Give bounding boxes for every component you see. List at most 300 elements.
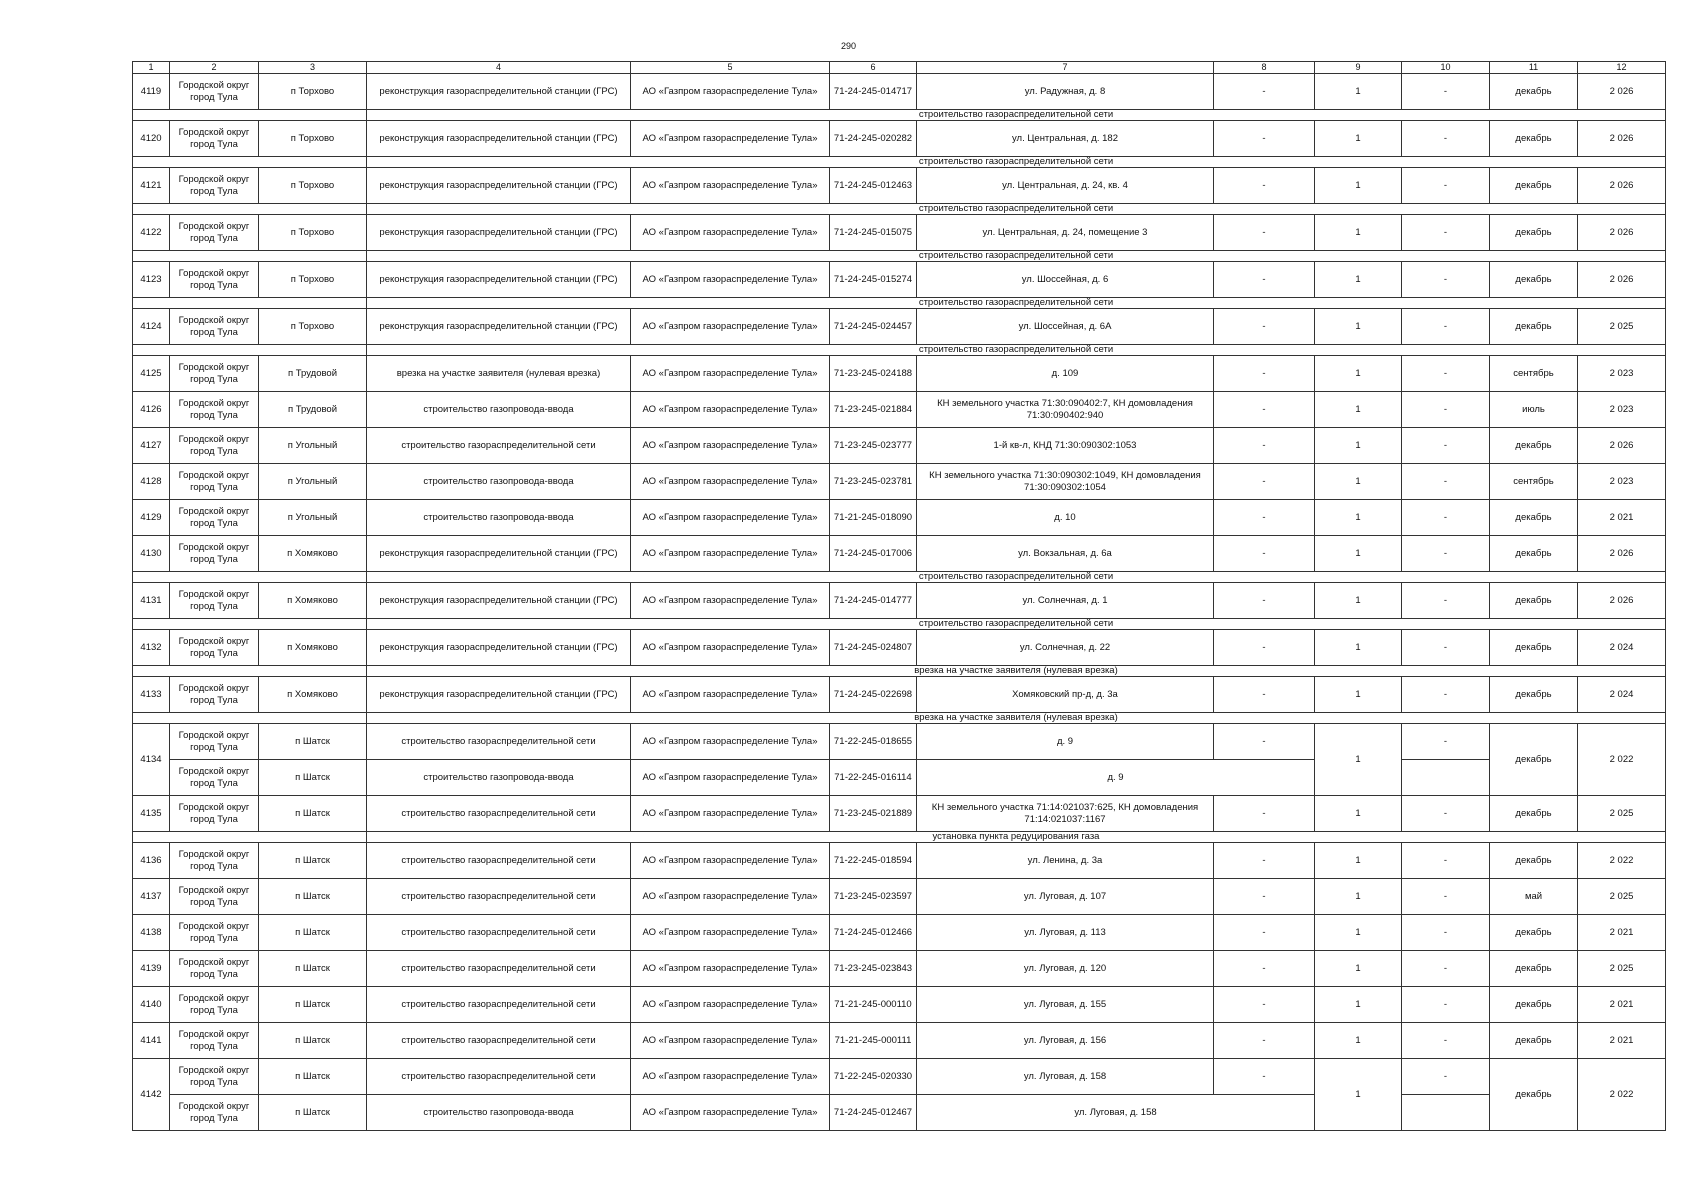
month-cell: декабрь xyxy=(1490,536,1578,572)
address-cell: ул. Луговая, д. 155 xyxy=(917,987,1214,1023)
month-cell: декабрь xyxy=(1490,915,1578,951)
blank-cell xyxy=(133,345,367,356)
table-row xyxy=(133,536,1666,572)
row-number: 4131 xyxy=(133,583,170,619)
settlement-cell: п Шатск xyxy=(259,760,367,796)
organization-cell: АО «Газпром газораспределение Тула» xyxy=(631,121,830,157)
year-cell: 2 025 xyxy=(1578,951,1666,987)
subrow xyxy=(133,713,1666,724)
table-row xyxy=(133,879,1666,915)
address-cell: ул. Луговая, д. 120 xyxy=(917,951,1214,987)
district-cell: Городской округ город Тула xyxy=(170,428,259,464)
work-type-cell: врезка на участке заявителя (нулевая врезка) xyxy=(367,356,631,392)
work-type-cell: строительство газораспределительной сети xyxy=(367,951,631,987)
work-type-cell: строительство газораспределительной сети xyxy=(367,843,631,879)
col9-cell: 1 xyxy=(1315,724,1402,796)
col10-cell: - xyxy=(1402,915,1490,951)
code-cell: 71-24-245-014777 xyxy=(830,583,917,619)
month-cell: декабрь xyxy=(1490,262,1578,298)
work-type-cell: реконструкция газораспределительной станции (ГРС) xyxy=(367,121,631,157)
month-cell: сентябрь xyxy=(1490,464,1578,500)
table-row xyxy=(133,262,1666,298)
settlement-cell: п Торхово xyxy=(259,309,367,345)
year-cell: 2 025 xyxy=(1578,796,1666,832)
organization-cell: АО «Газпром газораспределение Тула» xyxy=(631,760,830,796)
code-cell: 71-23-245-023781 xyxy=(830,464,917,500)
district-cell: Городской округ город Тула xyxy=(170,536,259,572)
year-cell: 2 026 xyxy=(1578,74,1666,110)
work-type-cell: реконструкция газораспределительной станции (ГРС) xyxy=(367,309,631,345)
col9-cell: 1 xyxy=(1315,583,1402,619)
blank-cell xyxy=(133,619,367,630)
work-type-cell: строительство газопровода-ввода xyxy=(367,464,631,500)
header-cell: 7 xyxy=(917,62,1214,74)
address-cell: КН земельного участка 71:30:090302:1049, КН домовладения 71:30:090302:1054 xyxy=(917,464,1214,500)
organization-cell: АО «Газпром газораспределение Тула» xyxy=(631,309,830,345)
year-cell: 2 022 xyxy=(1578,724,1666,796)
work-type-cell: реконструкция газораспределительной станции (ГРС) xyxy=(367,630,631,666)
subrow xyxy=(133,666,1666,677)
address-cell: д. 9 xyxy=(917,724,1214,760)
col9-cell: 1 xyxy=(1315,262,1402,298)
month-cell: декабрь xyxy=(1490,215,1578,251)
district-cell: Городской округ город Тула xyxy=(170,796,259,832)
year-cell: 2 026 xyxy=(1578,262,1666,298)
address-cell: ул. Центральная, д. 24, кв. 4 xyxy=(917,168,1214,204)
table-row xyxy=(133,356,1666,392)
organization-cell: АО «Газпром газораспределение Тула» xyxy=(631,74,830,110)
address-cell: ул. Ленина, д. 3а xyxy=(917,843,1214,879)
row-number: 4134 xyxy=(133,724,170,796)
col9-cell: 1 xyxy=(1315,915,1402,951)
code-cell: 71-23-245-021889 xyxy=(830,796,917,832)
settlement-cell: п Угольный xyxy=(259,464,367,500)
table-row xyxy=(133,215,1666,251)
col9-cell: 1 xyxy=(1315,356,1402,392)
district-cell: Городской округ город Тула xyxy=(170,356,259,392)
organization-cell: АО «Газпром газораспределение Тула» xyxy=(631,428,830,464)
year-cell: 2 026 xyxy=(1578,215,1666,251)
table-row xyxy=(133,1059,1666,1095)
district-cell: Городской округ город Тула xyxy=(170,760,259,796)
col9-cell: 1 xyxy=(1315,879,1402,915)
col9-cell: 1 xyxy=(1315,1059,1402,1131)
district-cell: Городской округ город Тула xyxy=(170,262,259,298)
address-cell: ул. Центральная, д. 182 xyxy=(917,121,1214,157)
row-number: 4122 xyxy=(133,215,170,251)
code-cell: 71-24-245-020282 xyxy=(830,121,917,157)
row-number: 4128 xyxy=(133,464,170,500)
row-number: 4123 xyxy=(133,262,170,298)
settlement-cell: п Хомяково xyxy=(259,677,367,713)
col9-cell: 1 xyxy=(1315,951,1402,987)
organization-cell: АО «Газпром газораспределение Тула» xyxy=(631,915,830,951)
month-cell: май xyxy=(1490,879,1578,915)
month-cell: декабрь xyxy=(1490,724,1578,796)
col10-cell: - xyxy=(1402,951,1490,987)
col8-cell: - xyxy=(1214,1023,1315,1059)
col9-cell: 1 xyxy=(1315,464,1402,500)
address-cell: Хомяковский пр-д, д. 3а xyxy=(917,677,1214,713)
blank-cell xyxy=(133,298,367,309)
table-row xyxy=(133,583,1666,619)
subrow-text: врезка на участке заявителя (нулевая врезка) xyxy=(367,713,1666,724)
col8-cell: - xyxy=(1214,843,1315,879)
col8-cell: - xyxy=(1214,215,1315,251)
organization-cell: АО «Газпром газораспределение Тула» xyxy=(631,215,830,251)
col10-cell: - xyxy=(1402,677,1490,713)
row-number: 4120 xyxy=(133,121,170,157)
code-cell: 71-22-245-018594 xyxy=(830,843,917,879)
district-cell: Городской округ город Тула xyxy=(170,915,259,951)
district-cell: Городской округ город Тула xyxy=(170,583,259,619)
col9-cell: 1 xyxy=(1315,1023,1402,1059)
address-cell: 1-й кв-л, КНД 71:30:090302:1053 xyxy=(917,428,1214,464)
address-cell: д. 10 xyxy=(917,500,1214,536)
organization-cell: АО «Газпром газораспределение Тула» xyxy=(631,168,830,204)
organization-cell: АО «Газпром газораспределение Тула» xyxy=(631,879,830,915)
settlement-cell: п Шатск xyxy=(259,724,367,760)
settlement-cell: п Торхово xyxy=(259,168,367,204)
col10-cell: - xyxy=(1402,796,1490,832)
work-type-cell: строительство газопровода-ввода xyxy=(367,760,631,796)
col8-cell: - xyxy=(1214,500,1315,536)
settlement-cell: п Угольный xyxy=(259,500,367,536)
header-cell: 3 xyxy=(259,62,367,74)
col10-cell: - xyxy=(1402,464,1490,500)
settlement-cell: п Торхово xyxy=(259,262,367,298)
subrow xyxy=(133,204,1666,215)
month-cell: декабрь xyxy=(1490,428,1578,464)
row-number: 4133 xyxy=(133,677,170,713)
work-type-cell: строительство газораспределительной сети xyxy=(367,915,631,951)
organization-cell: АО «Газпром газораспределение Тула» xyxy=(631,796,830,832)
blank-cell xyxy=(133,832,367,843)
blank-cell xyxy=(133,713,367,724)
district-cell: Городской округ город Тула xyxy=(170,1095,259,1131)
row-number: 4136 xyxy=(133,843,170,879)
code-cell: 71-24-245-014717 xyxy=(830,74,917,110)
header-cell: 4 xyxy=(367,62,631,74)
work-type-cell: строительство газораспределительной сети xyxy=(367,428,631,464)
blank-cell xyxy=(133,666,367,677)
blank-cell xyxy=(133,204,367,215)
year-cell: 2 021 xyxy=(1578,1023,1666,1059)
row-number: 4138 xyxy=(133,915,170,951)
district-cell: Городской округ город Тула xyxy=(170,121,259,157)
year-cell: 2 026 xyxy=(1578,121,1666,157)
table-row xyxy=(133,392,1666,428)
settlement-cell: п Торхово xyxy=(259,121,367,157)
col10-cell: - xyxy=(1402,630,1490,666)
subrow xyxy=(133,157,1666,168)
address-cell: ул. Вокзальная, д. 6а xyxy=(917,536,1214,572)
work-type-cell: строительство газораспределительной сети xyxy=(367,1059,631,1095)
col8-cell: - xyxy=(1214,1059,1315,1095)
organization-cell: АО «Газпром газораспределение Тула» xyxy=(631,536,830,572)
blank-cell xyxy=(133,572,367,583)
col9-cell: 1 xyxy=(1315,677,1402,713)
settlement-cell: п Трудовой xyxy=(259,392,367,428)
row-number: 4132 xyxy=(133,630,170,666)
table-row xyxy=(133,951,1666,987)
address-cell: ул. Радужная, д. 8 xyxy=(917,74,1214,110)
blank-cell xyxy=(133,110,367,121)
code-cell: 71-22-245-018655 xyxy=(830,724,917,760)
district-cell: Городской округ город Тула xyxy=(170,1023,259,1059)
work-type-cell: строительство газораспределительной сети xyxy=(367,987,631,1023)
col10-cell: - xyxy=(1402,215,1490,251)
month-cell: июль xyxy=(1490,392,1578,428)
table-row xyxy=(133,500,1666,536)
code-cell: 71-23-245-021884 xyxy=(830,392,917,428)
settlement-cell: п Шатск xyxy=(259,1023,367,1059)
code-cell: 71-22-245-016114 xyxy=(830,760,917,796)
col8-cell: - xyxy=(1214,392,1315,428)
header-row xyxy=(133,62,1666,74)
organization-cell: АО «Газпром газораспределение Тула» xyxy=(631,951,830,987)
subrow-text: строительство газораспределительной сети xyxy=(367,204,1666,215)
organization-cell: АО «Газпром газораспределение Тула» xyxy=(631,1023,830,1059)
settlement-cell: п Угольный xyxy=(259,428,367,464)
settlement-cell: п Трудовой xyxy=(259,356,367,392)
year-cell: 2 021 xyxy=(1578,500,1666,536)
subrow-text: строительство газораспределительной сети xyxy=(367,251,1666,262)
district-cell: Городской округ город Тула xyxy=(170,630,259,666)
table-row xyxy=(133,74,1666,110)
code-cell: 71-24-245-012466 xyxy=(830,915,917,951)
col8-cell: - xyxy=(1214,583,1315,619)
work-type-cell: строительство газораспределительной сети xyxy=(367,879,631,915)
work-type-cell: строительство газораспределительной сети xyxy=(367,1023,631,1059)
row-number: 4142 xyxy=(133,1059,170,1131)
col10-cell: - xyxy=(1402,536,1490,572)
work-type-cell: реконструкция газораспределительной станции (ГРС) xyxy=(367,677,631,713)
col8-cell: - xyxy=(1214,677,1315,713)
settlement-cell: п Шатск xyxy=(259,1095,367,1131)
address-cell: ул. Солнечная, д. 1 xyxy=(917,583,1214,619)
work-type-cell: реконструкция газораспределительной станции (ГРС) xyxy=(367,262,631,298)
col8-cell: - xyxy=(1214,428,1315,464)
row-number: 4140 xyxy=(133,987,170,1023)
month-cell: декабрь xyxy=(1490,74,1578,110)
table-row xyxy=(133,915,1666,951)
col9-cell: 1 xyxy=(1315,843,1402,879)
subrow xyxy=(133,832,1666,843)
address-cell: ул. Луговая, д. 158 xyxy=(917,1059,1214,1095)
year-cell: 2 026 xyxy=(1578,428,1666,464)
subrow xyxy=(133,110,1666,121)
work-type-cell: реконструкция газораспределительной станции (ГРС) xyxy=(367,215,631,251)
subrow xyxy=(133,619,1666,630)
year-cell: 2 026 xyxy=(1578,583,1666,619)
work-type-cell: строительство газопровода-ввода xyxy=(367,392,631,428)
work-type-cell: строительство газопровода-ввода xyxy=(367,500,631,536)
table-row xyxy=(133,168,1666,204)
district-cell: Городской округ город Тула xyxy=(170,464,259,500)
col8-cell: - xyxy=(1214,74,1315,110)
table-row xyxy=(133,796,1666,832)
code-cell: 71-21-245-000111 xyxy=(830,1023,917,1059)
organization-cell: АО «Газпром газораспределение Тула» xyxy=(631,1095,830,1131)
col8-cell: - xyxy=(1214,724,1315,760)
row-number: 4139 xyxy=(133,951,170,987)
month-cell: декабрь xyxy=(1490,1059,1578,1131)
year-cell: 2 024 xyxy=(1578,677,1666,713)
col9-cell: 1 xyxy=(1315,500,1402,536)
district-cell: Городской округ город Тула xyxy=(170,843,259,879)
district-cell: Городской округ город Тула xyxy=(170,677,259,713)
settlement-cell: п Шатск xyxy=(259,796,367,832)
col10-cell: - xyxy=(1402,74,1490,110)
table-row xyxy=(133,428,1666,464)
row-number: 4127 xyxy=(133,428,170,464)
address-cell: д. 9 xyxy=(917,760,1315,796)
table-row xyxy=(133,987,1666,1023)
col8-cell: - xyxy=(1214,168,1315,204)
month-cell: декабрь xyxy=(1490,1023,1578,1059)
col8-cell: - xyxy=(1214,356,1315,392)
organization-cell: АО «Газпром газораспределение Тула» xyxy=(631,677,830,713)
row-number: 4119 xyxy=(133,74,170,110)
code-cell: 71-23-245-023597 xyxy=(830,879,917,915)
month-cell: декабрь xyxy=(1490,987,1578,1023)
col9-cell: 1 xyxy=(1315,630,1402,666)
header-cell: 6 xyxy=(830,62,917,74)
col10-cell: - xyxy=(1402,724,1490,760)
subrow xyxy=(133,345,1666,356)
col9-cell: 1 xyxy=(1315,987,1402,1023)
header-cell: 11 xyxy=(1490,62,1578,74)
subrow-text: строительство газораспределительной сети xyxy=(367,345,1666,356)
header-cell: 1 xyxy=(133,62,170,74)
row-number: 4124 xyxy=(133,309,170,345)
col9-cell: 1 xyxy=(1315,74,1402,110)
organization-cell: АО «Газпром газораспределение Тула» xyxy=(631,583,830,619)
organization-cell: АО «Газпром газораспределение Тула» xyxy=(631,843,830,879)
address-cell: ул. Центральная, д. 24, помещение 3 xyxy=(917,215,1214,251)
work-type-cell: реконструкция газораспределительной станции (ГРС) xyxy=(367,74,631,110)
col10-cell: - xyxy=(1402,1023,1490,1059)
subrow-text: строительство газораспределительной сети xyxy=(367,298,1666,309)
code-cell: 71-21-245-018090 xyxy=(830,500,917,536)
work-type-cell: реконструкция газораспределительной станции (ГРС) xyxy=(367,536,631,572)
address-cell: ул. Шоссейная, д. 6 xyxy=(917,262,1214,298)
page-number: 290 xyxy=(840,41,857,51)
district-cell: Городской округ город Тула xyxy=(170,392,259,428)
organization-cell: АО «Газпром газораспределение Тула» xyxy=(631,987,830,1023)
col9-cell: 1 xyxy=(1315,796,1402,832)
col8-cell: - xyxy=(1214,796,1315,832)
month-cell: декабрь xyxy=(1490,843,1578,879)
col9-cell: 1 xyxy=(1315,121,1402,157)
subrow xyxy=(133,572,1666,583)
col8-cell: - xyxy=(1214,915,1315,951)
col10-cell: - xyxy=(1402,500,1490,536)
subrow-text: строительство газораспределительной сети xyxy=(367,110,1666,121)
col9-cell: 1 xyxy=(1315,215,1402,251)
settlement-cell: п Хомяково xyxy=(259,583,367,619)
organization-cell: АО «Газпром газораспределение Тула» xyxy=(631,724,830,760)
address-cell: ул. Шоссейная, д. 6А xyxy=(917,309,1214,345)
work-type-cell: реконструкция газораспределительной станции (ГРС) xyxy=(367,168,631,204)
row-number: 4130 xyxy=(133,536,170,572)
col10-cell: - xyxy=(1402,843,1490,879)
district-cell: Городской округ город Тула xyxy=(170,951,259,987)
year-cell: 2 023 xyxy=(1578,464,1666,500)
table-row xyxy=(133,1095,1666,1131)
code-cell: 71-24-245-022698 xyxy=(830,677,917,713)
year-cell: 2 024 xyxy=(1578,630,1666,666)
header-cell: 5 xyxy=(631,62,830,74)
month-cell: декабрь xyxy=(1490,500,1578,536)
month-cell: декабрь xyxy=(1490,951,1578,987)
code-cell: 71-24-245-024807 xyxy=(830,630,917,666)
table-row xyxy=(133,121,1666,157)
blank-cell xyxy=(133,251,367,262)
month-cell: декабрь xyxy=(1490,677,1578,713)
month-cell: декабрь xyxy=(1490,168,1578,204)
code-cell: 71-24-245-015274 xyxy=(830,262,917,298)
col10-cell: - xyxy=(1402,168,1490,204)
row-number: 4129 xyxy=(133,500,170,536)
district-cell: Городской округ город Тула xyxy=(170,215,259,251)
settlement-cell: п Шатск xyxy=(259,915,367,951)
blank-cell xyxy=(1402,760,1490,796)
month-cell: сентябрь xyxy=(1490,356,1578,392)
col9-cell: 1 xyxy=(1315,309,1402,345)
address-cell: КН земельного участка 71:30:090402:7, КН домовладения 71:30:090402:940 xyxy=(917,392,1214,428)
col9-cell: 1 xyxy=(1315,428,1402,464)
district-cell: Городской округ город Тула xyxy=(170,987,259,1023)
subrow-text: строительство газораспределительной сети xyxy=(367,572,1666,583)
district-cell: Городской округ город Тула xyxy=(170,724,259,760)
address-cell: ул. Солнечная, д. 22 xyxy=(917,630,1214,666)
month-cell: декабрь xyxy=(1490,583,1578,619)
col9-cell: 1 xyxy=(1315,168,1402,204)
col10-cell: - xyxy=(1402,121,1490,157)
col8-cell: - xyxy=(1214,951,1315,987)
code-cell: 71-24-245-015075 xyxy=(830,215,917,251)
address-cell: ул. Луговая, д. 156 xyxy=(917,1023,1214,1059)
table-row xyxy=(133,464,1666,500)
subrow-text: строительство газораспределительной сети xyxy=(367,619,1666,630)
work-type-cell: строительство газораспределительной сети xyxy=(367,724,631,760)
code-cell: 71-21-245-000110 xyxy=(830,987,917,1023)
row-number: 4141 xyxy=(133,1023,170,1059)
table-row xyxy=(133,1023,1666,1059)
col10-cell: - xyxy=(1402,309,1490,345)
month-cell: декабрь xyxy=(1490,796,1578,832)
address-cell: КН земельного участка 71:14:021037:625, КН домовладения 71:14:021037:1167 xyxy=(917,796,1214,832)
table-row xyxy=(133,843,1666,879)
settlement-cell: п Шатск xyxy=(259,1059,367,1095)
address-cell: д. 109 xyxy=(917,356,1214,392)
col8-cell: - xyxy=(1214,879,1315,915)
blank-cell xyxy=(133,157,367,168)
code-cell: 71-24-245-012467 xyxy=(830,1095,917,1131)
year-cell: 2 026 xyxy=(1578,536,1666,572)
year-cell: 2 025 xyxy=(1578,879,1666,915)
organization-cell: АО «Газпром газораспределение Тула» xyxy=(631,262,830,298)
col10-cell: - xyxy=(1402,356,1490,392)
settlement-cell: п Торхово xyxy=(259,74,367,110)
table-row xyxy=(133,309,1666,345)
year-cell: 2 023 xyxy=(1578,392,1666,428)
col10-cell: - xyxy=(1402,583,1490,619)
settlement-cell: п Шатск xyxy=(259,879,367,915)
header-cell: 10 xyxy=(1402,62,1490,74)
